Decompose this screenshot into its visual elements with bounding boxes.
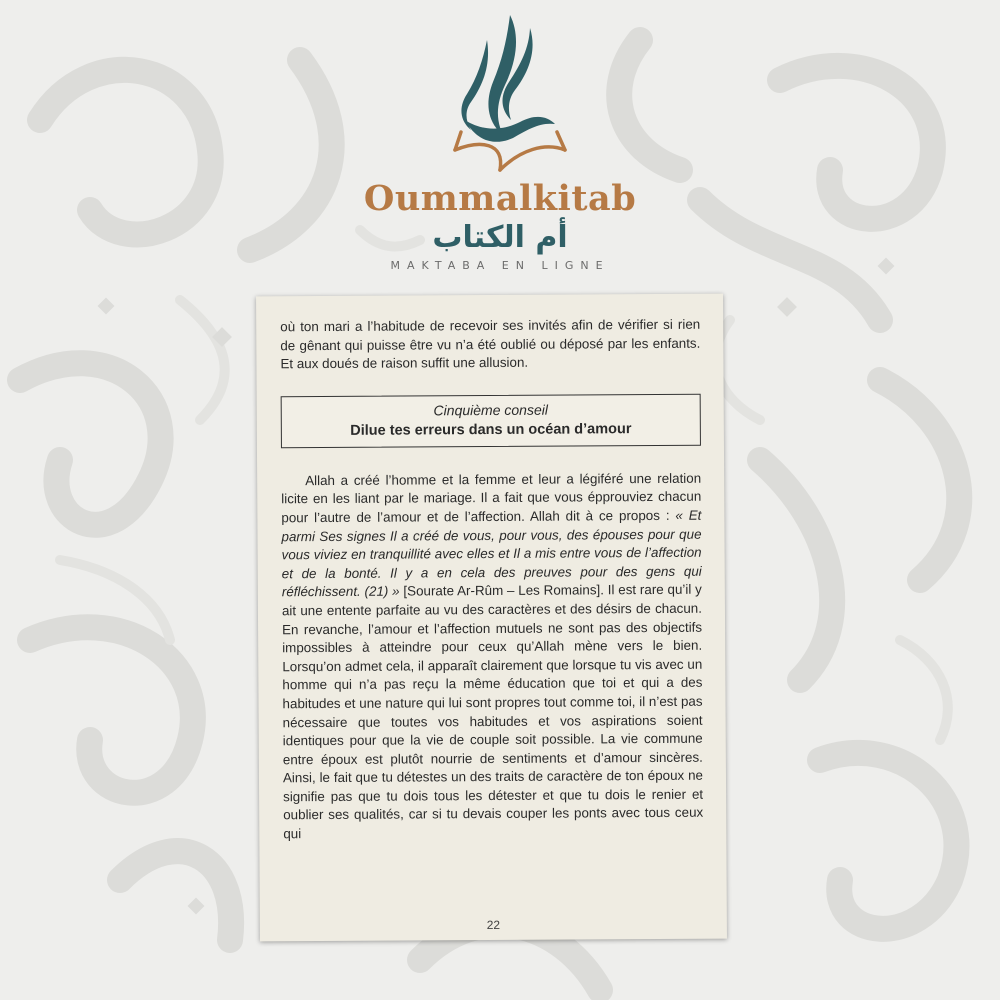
book-page	[256, 294, 727, 942]
conseil-title: Dilue tes erreurs dans un océan d’amour	[350, 420, 632, 439]
conseil-heading-box	[281, 393, 701, 448]
page-content	[280, 316, 703, 844]
quill-book-icon	[425, 10, 575, 180]
brand-name-latin: Oummalkitab	[363, 178, 637, 219]
brand-logo	[0, 0, 1000, 280]
paragraph-top: où ton mari a l’habitude de recevoir ses invités afin de vérifier si rien de gênant qui puisse être vu n’a été oublié ou déposé par les enfants. Et aux doués de raison suffit une allusion.	[280, 316, 701, 372]
paragraph-main	[281, 469, 703, 843]
paragraph-main-rest: [Sourate Ar-Rûm – Les Romains]. Il est rare qu’il y ait une entente parfaite au vu des caractères et des désirs de chacun. En revanche, l’amour et l’affection mutuels ne sont pas des objectifs impossibles à atteindre pour ceux qu’Allah mène vers le bien. Lorsqu’on admet cela, il apparaît clairement que lorsque tu vis avec un homme qui n’a pas reçu la même éducation que toi et qui a des habitudes et une nature qui lui sont propres tout comme toi, il n’est pas nécessaire que toutes vos habitudes et vos aspirations soient identiques pour que la vie de couple soit possible. La vie commune entre époux est plutôt nourrie de sentiments et d’amour sincères. Ainsi, le fait que tu détestes un des traits de caractère de ton époux ne signifie pas que tu dois tous les détester et que tu dois le renier et oublier ses qualités, car si tu devais couper les ponts avec tous ceux qui	[281, 582, 704, 842]
brand-name-arabic: أم الكتاب	[432, 220, 568, 255]
page-number: 22	[486, 917, 501, 933]
conseil-number: Cinquième conseil	[433, 401, 548, 419]
quran-quote: « Et parmi Ses signes Il a créé de vous, pour vous, des épouses pour que vous viviez en tranquillité avec elles et Il a mis entre vous de l’affection et de la bonté. Il y a en cela des preuves pour des gens qui réfléchissent. (21) »	[281, 507, 702, 600]
brand-tagline: MAKTABA EN LIGNE	[390, 259, 610, 272]
paragraph-main-intro: Allah a créé l’homme et la femme et leur a légiféré une relation licite en les liant par le mariage. Il a fait que vous épprouviez chacun pour l’autre de l’amour et de l’affection. Allah dit à ce propos :	[281, 470, 702, 526]
